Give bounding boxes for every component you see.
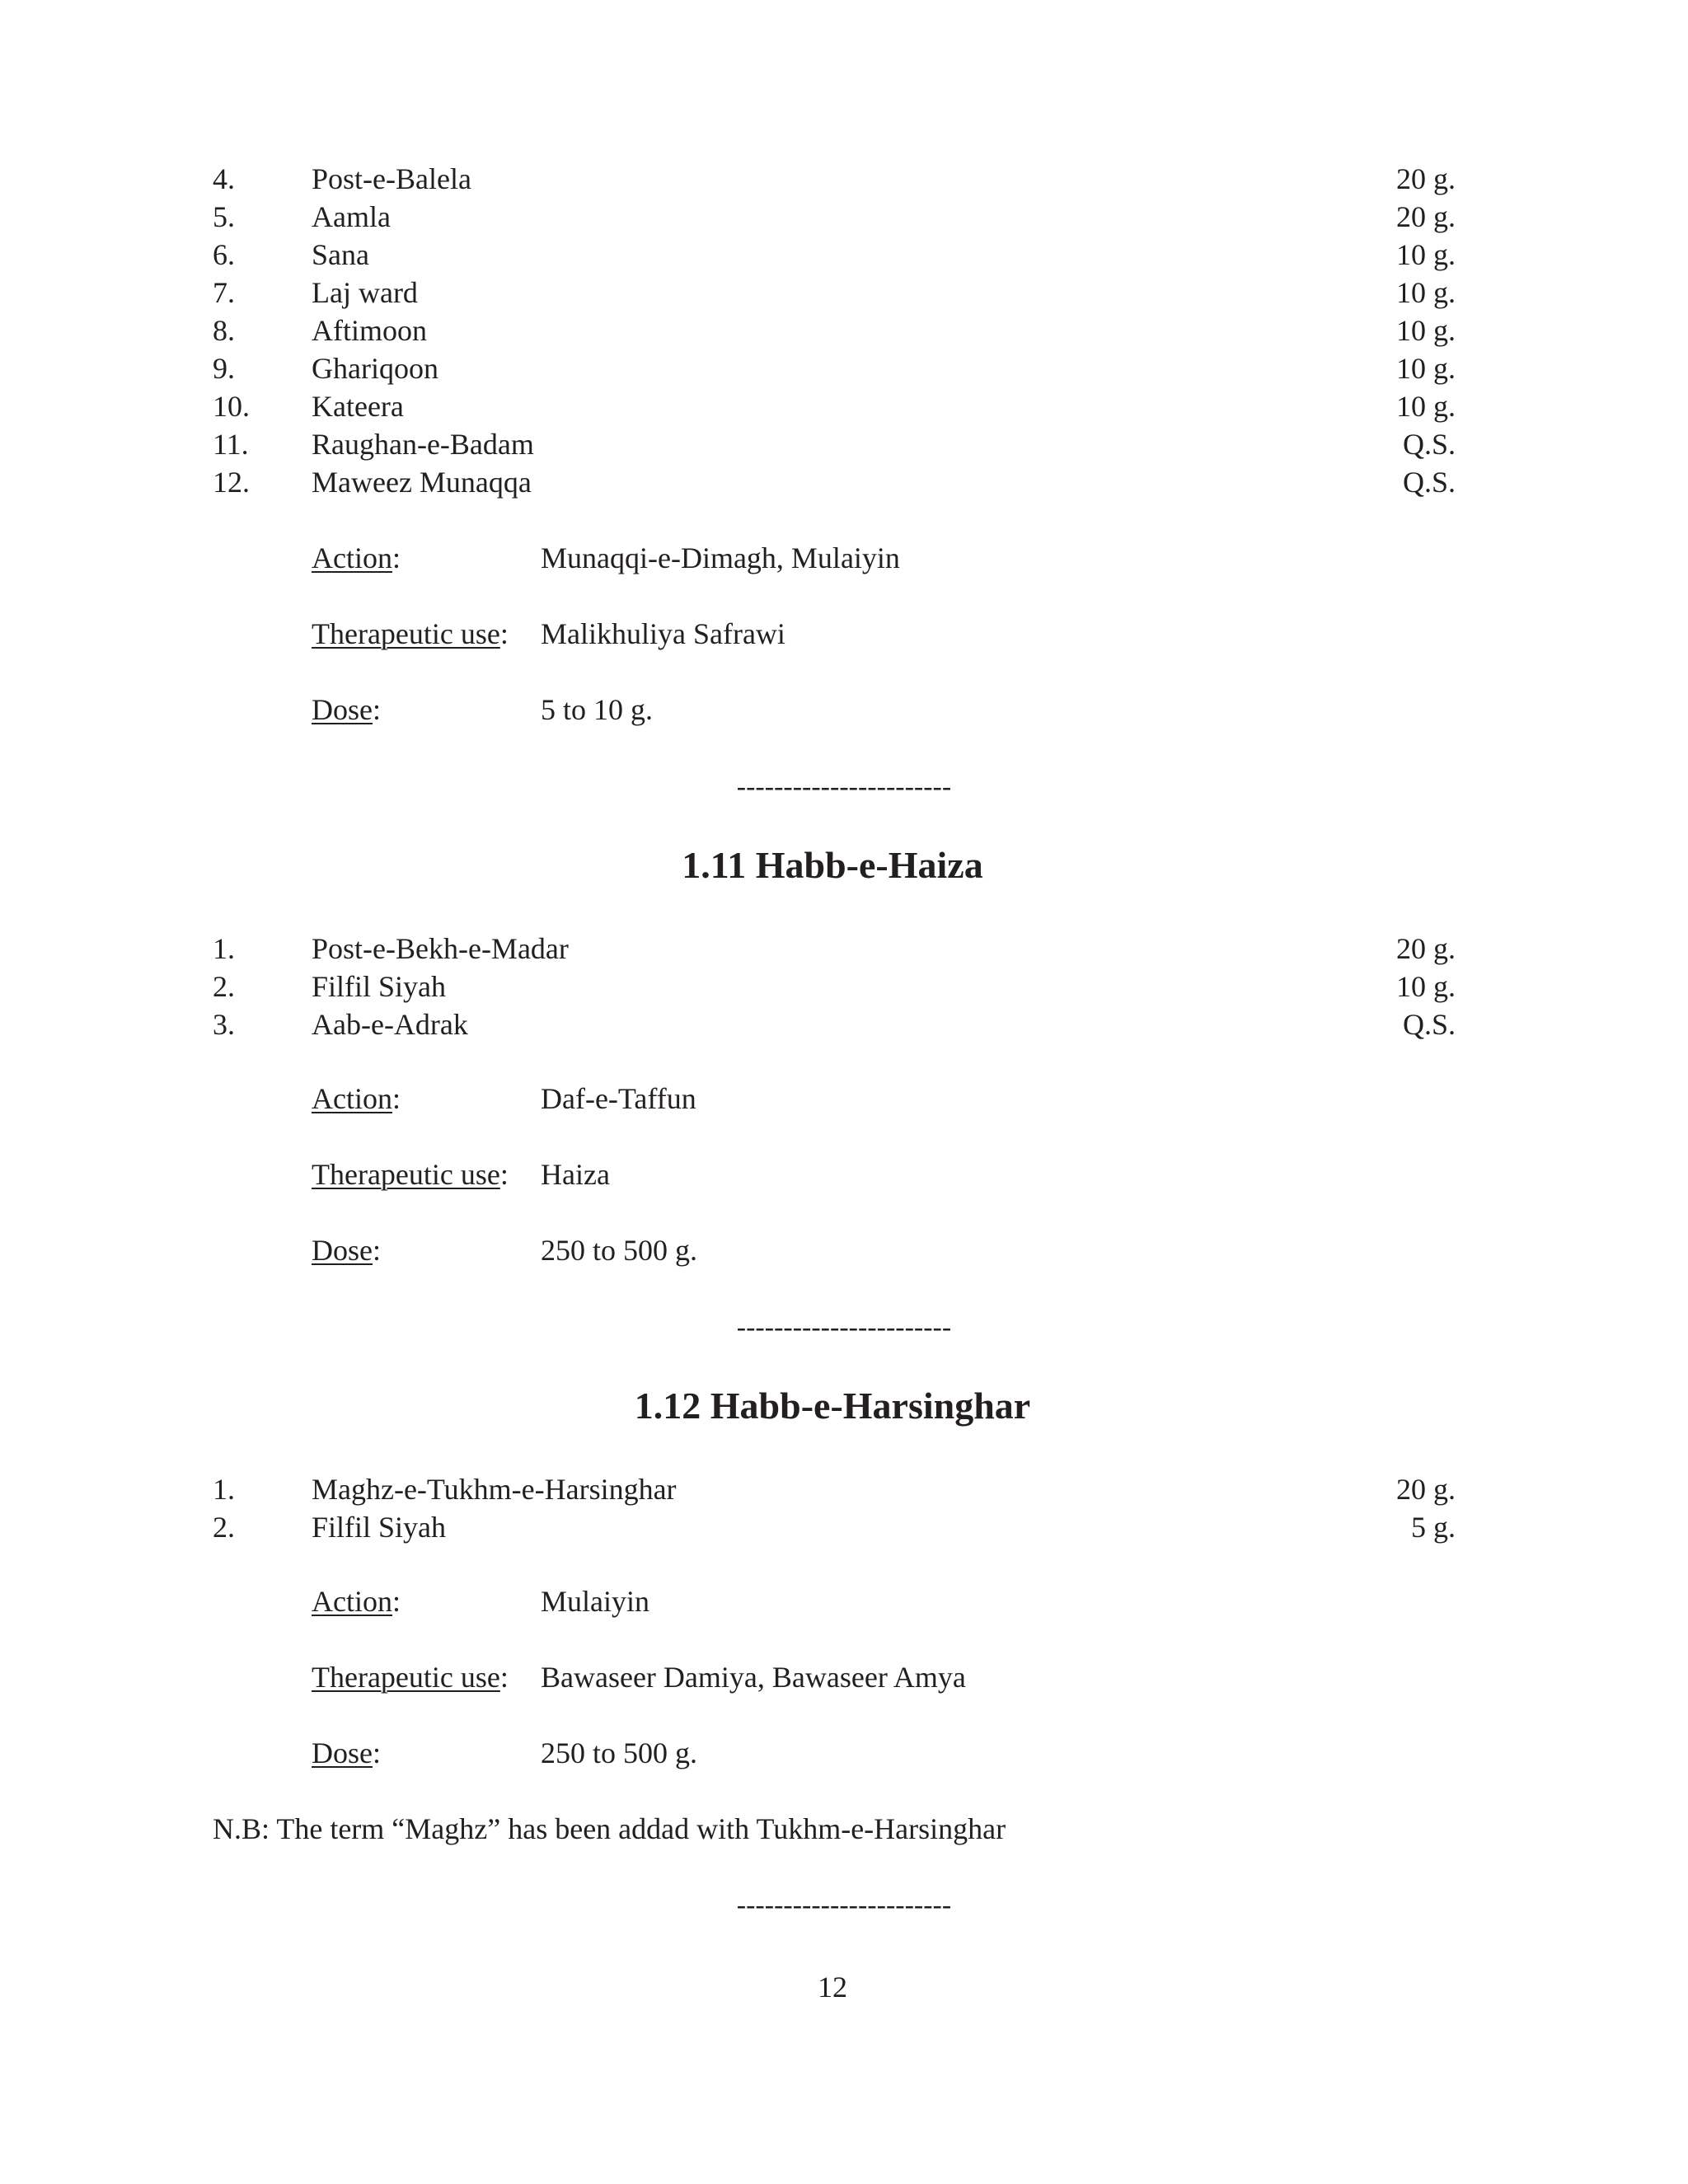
- ingredient-quantity: Q.S.: [1402, 466, 1456, 499]
- ingredient-row: [213, 930, 1456, 968]
- therapeutic-use-label: Therapeutic use:: [312, 1661, 509, 1694]
- ingredient-name: Aftimoon: [312, 314, 427, 347]
- ingredient-quantity: 10 g.: [1396, 238, 1456, 271]
- dose-value: 5 to 10 g.: [541, 693, 654, 726]
- ingredient-number: 2.: [213, 1511, 235, 1544]
- ingredient-name: Raughan-e-Badam: [312, 428, 534, 461]
- ingredient-name: Kateera: [312, 390, 404, 423]
- ingredient-name: Laj ward: [312, 276, 418, 309]
- ingredient-number: 4.: [213, 162, 235, 195]
- section-separator: -----------------------: [736, 1312, 952, 1343]
- ingredient-row: [213, 274, 1456, 312]
- ingredient-row: [213, 968, 1456, 1005]
- ingredient-quantity: Q.S.: [1402, 1008, 1456, 1041]
- ingredient-number: 2.: [213, 970, 235, 1003]
- ingredient-name: Aab-e-Adrak: [312, 1008, 468, 1041]
- action-label: Action:: [312, 1082, 401, 1115]
- therapeutic-use-value: Haiza: [541, 1158, 610, 1191]
- section-title: 1.12 Habb-e-Harsinghar: [634, 1385, 1031, 1427]
- action-label: Action:: [312, 1585, 401, 1618]
- ingredient-number: 12.: [213, 466, 250, 499]
- ingredient-quantity: 10 g.: [1396, 390, 1456, 423]
- ingredient-row: [213, 198, 1456, 236]
- ingredient-number: 5.: [213, 200, 235, 233]
- ingredient-row: [213, 1508, 1456, 1546]
- action-value: Mulaiyin: [541, 1585, 649, 1618]
- ingredient-name: Post-e-Balela: [312, 162, 471, 195]
- ingredient-quantity: 20 g.: [1396, 1473, 1456, 1506]
- ingredient-row: [213, 463, 1456, 501]
- ingredient-number: 8.: [213, 314, 235, 347]
- ingredient-number: 7.: [213, 276, 235, 309]
- ingredient-quantity: 10 g.: [1396, 352, 1456, 385]
- ingredient-row: [213, 1005, 1456, 1043]
- action-value: Munaqqi-e-Dimagh, Mulaiyin: [541, 541, 900, 574]
- page-number: 12: [818, 1971, 847, 2004]
- ingredient-number: 1.: [213, 932, 235, 965]
- ingredient-quantity: Q.S.: [1402, 428, 1456, 461]
- therapeutic-use-value: Bawaseer Damiya, Bawaseer Amya: [541, 1661, 966, 1694]
- section-separator: -----------------------: [736, 1890, 952, 1920]
- ingredient-row: [213, 1470, 1456, 1508]
- ingredient-name: Filfil Siyah: [312, 970, 447, 1003]
- action-value: Daf-e-Taffun: [541, 1082, 696, 1115]
- ingredient-name: Maghz-e-Tukhm-e-Harsinghar: [312, 1473, 677, 1506]
- dose-value: 250 to 500 g.: [541, 1234, 698, 1267]
- ingredient-name: Maweez Munaqqa: [312, 466, 532, 499]
- ingredient-name: Filfil Siyah: [312, 1511, 447, 1544]
- section-title: 1.11 Habb-e-Haiza: [682, 844, 983, 886]
- ingredient-name: Aamla: [312, 200, 391, 233]
- ingredient-quantity: 20 g.: [1396, 162, 1456, 195]
- therapeutic-use-label: Therapeutic use:: [312, 1158, 509, 1191]
- ingredient-quantity: 10 g.: [1396, 276, 1456, 309]
- note-text: N.B: The term “Maghz” has been addad with Tukhm-e-Harsinghar: [213, 1812, 1006, 1845]
- ingredient-name: Ghariqoon: [312, 352, 438, 385]
- ingredient-number: 11.: [213, 428, 249, 461]
- ingredient-number: 9.: [213, 352, 235, 385]
- ingredient-number: 3.: [213, 1008, 235, 1041]
- ingredient-name: Sana: [312, 238, 369, 271]
- ingredient-number: 10.: [213, 390, 250, 423]
- therapeutic-use-label: Therapeutic use:: [312, 617, 509, 650]
- ingredient-row: [213, 349, 1456, 387]
- ingredient-quantity: 20 g.: [1396, 932, 1456, 965]
- ingredient-quantity: 20 g.: [1396, 200, 1456, 233]
- ingredient-row: [213, 160, 1456, 198]
- ingredient-name: Post-e-Bekh-e-Madar: [312, 932, 569, 965]
- ingredient-row: [213, 425, 1456, 463]
- dose-label: Dose:: [312, 1234, 382, 1267]
- dose-label: Dose:: [312, 1736, 382, 1769]
- ingredient-row: [213, 387, 1456, 425]
- ingredient-quantity: 5 g.: [1411, 1511, 1456, 1544]
- section-separator: -----------------------: [736, 771, 952, 802]
- action-label: Action:: [312, 541, 401, 574]
- ingredient-row: [213, 312, 1456, 349]
- ingredient-quantity: 10 g.: [1396, 314, 1456, 347]
- ingredient-quantity: 10 g.: [1396, 970, 1456, 1003]
- ingredient-number: 1.: [213, 1473, 235, 1506]
- ingredient-row: [213, 236, 1456, 274]
- dose-value: 250 to 500 g.: [541, 1736, 698, 1769]
- ingredient-number: 6.: [213, 238, 235, 271]
- therapeutic-use-value: Malikhuliya Safrawi: [541, 617, 785, 650]
- dose-label: Dose:: [312, 693, 382, 726]
